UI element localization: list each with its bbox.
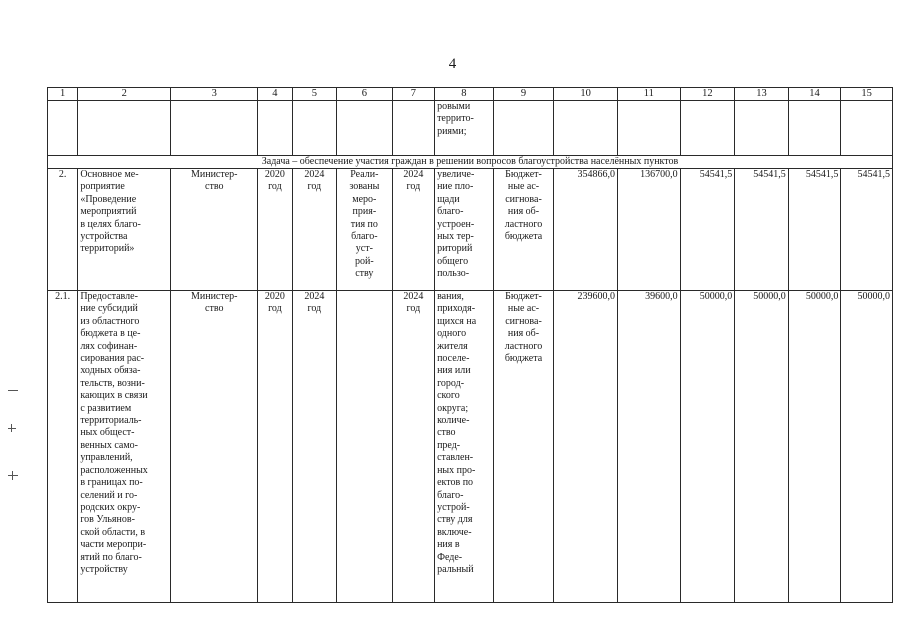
- row-number: 2.: [48, 169, 78, 291]
- amount-2023: 54541,5: [788, 169, 841, 291]
- scan-mark: [8, 428, 16, 429]
- activity-name: Предоставле- ние субсидий из областного бюджета в це- лях софинан- сирования рас- ходных обяза- тельств, возни- кающих в связи с развитием территориаль- ных общест- венных само- управлений, расположенных в границах по- селений и го- родских окру- гов Ульянов- ской области, в части меропри- ятий по благо- устройству: [78, 291, 171, 603]
- task-row: [48, 156, 893, 169]
- scan-mark: [8, 390, 18, 391]
- amount-2023: 50000,0: [788, 291, 841, 603]
- header-cell: 2: [78, 88, 171, 101]
- task-title: Задача – обеспечение участия граждан в решении вопросов благоустройства населённых пунктов: [48, 156, 893, 169]
- result-year: 2024 год: [392, 291, 434, 603]
- start-year: 2020 год: [258, 169, 292, 291]
- funding-source: Бюджет- ные ас- сигнова- ния об- ластного бюджета: [493, 291, 554, 603]
- header-cell: 3: [171, 88, 258, 101]
- amount-2020: 136700,0: [617, 169, 680, 291]
- executor: Министер- ство: [171, 291, 258, 603]
- end-year: 2024 год: [292, 291, 336, 603]
- start-year: 2020 год: [258, 291, 292, 603]
- header-cell: 7: [392, 88, 434, 101]
- table-row-continuation: [48, 101, 893, 156]
- amount-total: 239600,0: [554, 291, 618, 603]
- row-number: 2.1.: [48, 291, 78, 603]
- amount-2021: 50000,0: [680, 291, 735, 603]
- funding-source: Бюджет- ные ас- сигнова- ния об- ластного бюджета: [493, 169, 554, 291]
- amount-2022: 54541,5: [735, 169, 789, 291]
- program-table: [47, 87, 893, 603]
- scan-mark: [11, 424, 12, 432]
- amount-2024: 54541,5: [841, 169, 893, 291]
- expected-result: Реали- зованы меро- прия- тия по благо- уст- рой- ству: [337, 169, 393, 291]
- header-cell: 11: [617, 88, 680, 101]
- header-cell: 1: [48, 88, 78, 101]
- header-cell: 6: [337, 88, 393, 101]
- header-cell: 13: [735, 88, 789, 101]
- header-cell: 14: [788, 88, 841, 101]
- header-cell: 15: [841, 88, 893, 101]
- page-number: 4: [448, 56, 457, 72]
- header-cell: 12: [680, 88, 735, 101]
- header-cell: 9: [493, 88, 554, 101]
- table-row-2: [48, 169, 893, 291]
- amount-2021: 54541,5: [680, 169, 735, 291]
- table-row-2-1: [48, 291, 893, 603]
- header-cell: 4: [258, 88, 292, 101]
- indicator-cell: вания, приходя- щихся на одного жителя поселе- ния или город- ского округа; количе- ство пред- ставлен- ных про- ектов по благо- устрой- ству для включе- ния в Феде- ральный: [435, 291, 494, 603]
- result-year: 2024 год: [392, 169, 434, 291]
- indicator-cell: увеличе- ние пло- щади благо- устроен- ных тер- риторий общего пользо-: [435, 169, 494, 291]
- activity-name: Основное ме- роприятие «Проведение мероприятий в целях благо- устройства территорий»: [78, 169, 171, 291]
- amount-2020: 39600,0: [617, 291, 680, 603]
- header-cell: 8: [435, 88, 494, 101]
- amount-2022: 50000,0: [735, 291, 789, 603]
- scan-mark: [12, 471, 13, 480]
- end-year: 2024 год: [292, 169, 336, 291]
- scan-mark: [8, 475, 18, 476]
- indicator-cell: ровыми террито- риями;: [435, 101, 494, 156]
- executor: Министер- ство: [171, 169, 258, 291]
- amount-total: 354866,0: [554, 169, 618, 291]
- header-cell: 5: [292, 88, 336, 101]
- expected-result: [337, 291, 393, 603]
- amount-2024: 50000,0: [841, 291, 893, 603]
- table-header-row: [48, 88, 893, 101]
- header-cell: 10: [554, 88, 618, 101]
